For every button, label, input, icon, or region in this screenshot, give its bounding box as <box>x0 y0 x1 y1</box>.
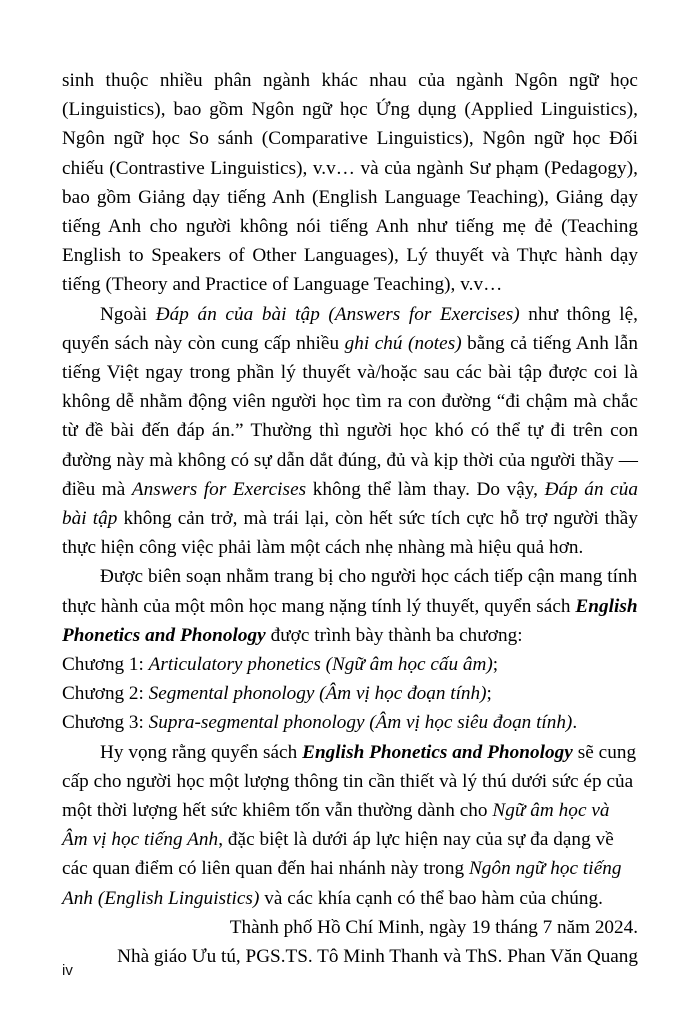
paragraph-ngoai-dap-an <box>62 300 638 563</box>
page-text-body <box>62 66 638 971</box>
paragraph-continued-from-previous-page <box>62 66 638 300</box>
paragraph-hy-vong <box>62 738 638 913</box>
italic-term-ghi-chu-notes: ghi chú (notes) <box>344 332 462 354</box>
paragraph-run: sẽ cung cấp cho người học một lượng thông tin cần thiết và lý thú dưới sức ép của một thời lượng hết sức khiêm tốn vẫn thường dành cho <box>62 741 637 822</box>
chapter-tail: . <box>572 712 578 734</box>
italic-title-answers-for-exercises: Answers for Exercises <box>131 478 307 500</box>
chapter-title: Segmental phonology (Âm vị học đoạn tính) <box>148 683 487 705</box>
chapter-label: Chương 3: <box>62 712 149 734</box>
paragraph-run: Được biên soạn nhằm trang bị cho người học cách tiếp cận mang tính thực hành của một môn học mang nặng tính lý thuyết, quyển sách <box>62 566 638 617</box>
paragraph-run: sinh thuộc nhiều phân ngành khác nhau của ngành Ngôn ngữ học (Linguistics), bao gồm Ngôn ngữ học Ứng dụng (Applied Linguistics), Ngôn ngữ học So sánh (Comparative Linguistics), Ngôn ngữ học Đối chiếu (Contrastive Linguistics), v.v… và của ngành Sư phạm (Pedagogy), bao gồm Giảng dạy tiếng Anh (English Language Teaching), Giảng dạy tiếng Anh cho người không nói tiếng Anh như tiếng mẹ đẻ (Teaching English to Speakers of Other Languages), Lý thuyết và Thực hành dạy tiếng (Theory and Practice of Language Teaching), v.v… <box>62 70 638 296</box>
paragraph-run: không thể làm thay. Do vậy, <box>306 478 545 500</box>
closing-authors: Nhà giáo Ưu tú, PGS.TS. Tô Minh Thanh và ThS. Phan Văn Quang <box>117 946 638 968</box>
chapter-listing-3 <box>62 708 638 737</box>
chapter-title: Articulatory phonetics (Ngữ âm học cấu âm) <box>148 654 493 676</box>
page-number-folio: iv <box>62 962 73 979</box>
paragraph-run: Ngoài <box>100 303 156 325</box>
chapter-tail: ; <box>486 683 492 705</box>
paragraph-run: Hy vọng rằng quyển sách <box>100 741 303 763</box>
chapter-listing-1 <box>62 650 638 679</box>
chapter-tail: ; <box>492 654 499 676</box>
bold-italic-book-title: English Phonetics and Phonology <box>62 595 638 646</box>
closing-place-and-date: Thành phố Hồ Chí Minh, ngày 19 tháng 7 năm 2024. <box>229 916 638 938</box>
bold-italic-book-title-2: English Phonetics and Phonology <box>302 741 573 763</box>
paragraph-run: được trình bày thành ba chương: <box>265 624 523 646</box>
italic-title-dap-an-cua-bai-tap: Đáp án của bài tập (Answers for Exercises) <box>155 303 520 325</box>
paragraph-run: không cản trở, mà trái lại, còn hết sức tích cực hỗ trợ người thầy thực hiện công việc phải làm một cách nhẹ nhàng mà hiệu quả hơn. <box>62 508 639 559</box>
italic-subject-ngu-am-hoc: Ngữ âm học và Âm vị học tiếng Anh <box>62 800 610 851</box>
paragraph-run: như thông lệ, quyển sách này còn cung cấp nhiều <box>62 303 638 354</box>
italic-title-dap-an-cua-bai-tap-2: Đáp án của bài tập <box>62 478 638 530</box>
paragraph-duoc-bien-soan <box>62 562 638 650</box>
paragraph-run: bằng cả tiếng Anh lẫn tiếng Việt ngay trong phần lý thuyết và/hoặc sau các bài tập được coi là không dễ nhằm động viên người học tìm ra con đường “đi chậm mà chắc từ đề bài đến đáp án.” Thường thì người học khó có thể tự đi trên con đường này mà không có sự dẫn dắt đúng, đủ và kịp thời của người thầy — điều mà <box>62 332 638 500</box>
paragraph-run: , đặc biệt là dưới áp lực hiện nay của sự đa dạng về các quan điểm có liên quan đến hai nhánh này trong <box>62 829 614 880</box>
italic-field-ngon-ngu-hoc-tieng-anh: Ngôn ngữ học tiếng Anh (English Linguistics) <box>62 858 622 909</box>
paragraph-run: và các khía cạnh có thể bao hàm của chúng. <box>259 887 604 909</box>
chapter-listing-2 <box>62 679 638 708</box>
chapter-title: Supra-segmental phonology (Âm vị học siêu đoạn tính) <box>148 712 573 734</box>
chapter-label: Chương 1: <box>62 654 149 676</box>
chapter-label: Chương 2: <box>62 683 149 705</box>
